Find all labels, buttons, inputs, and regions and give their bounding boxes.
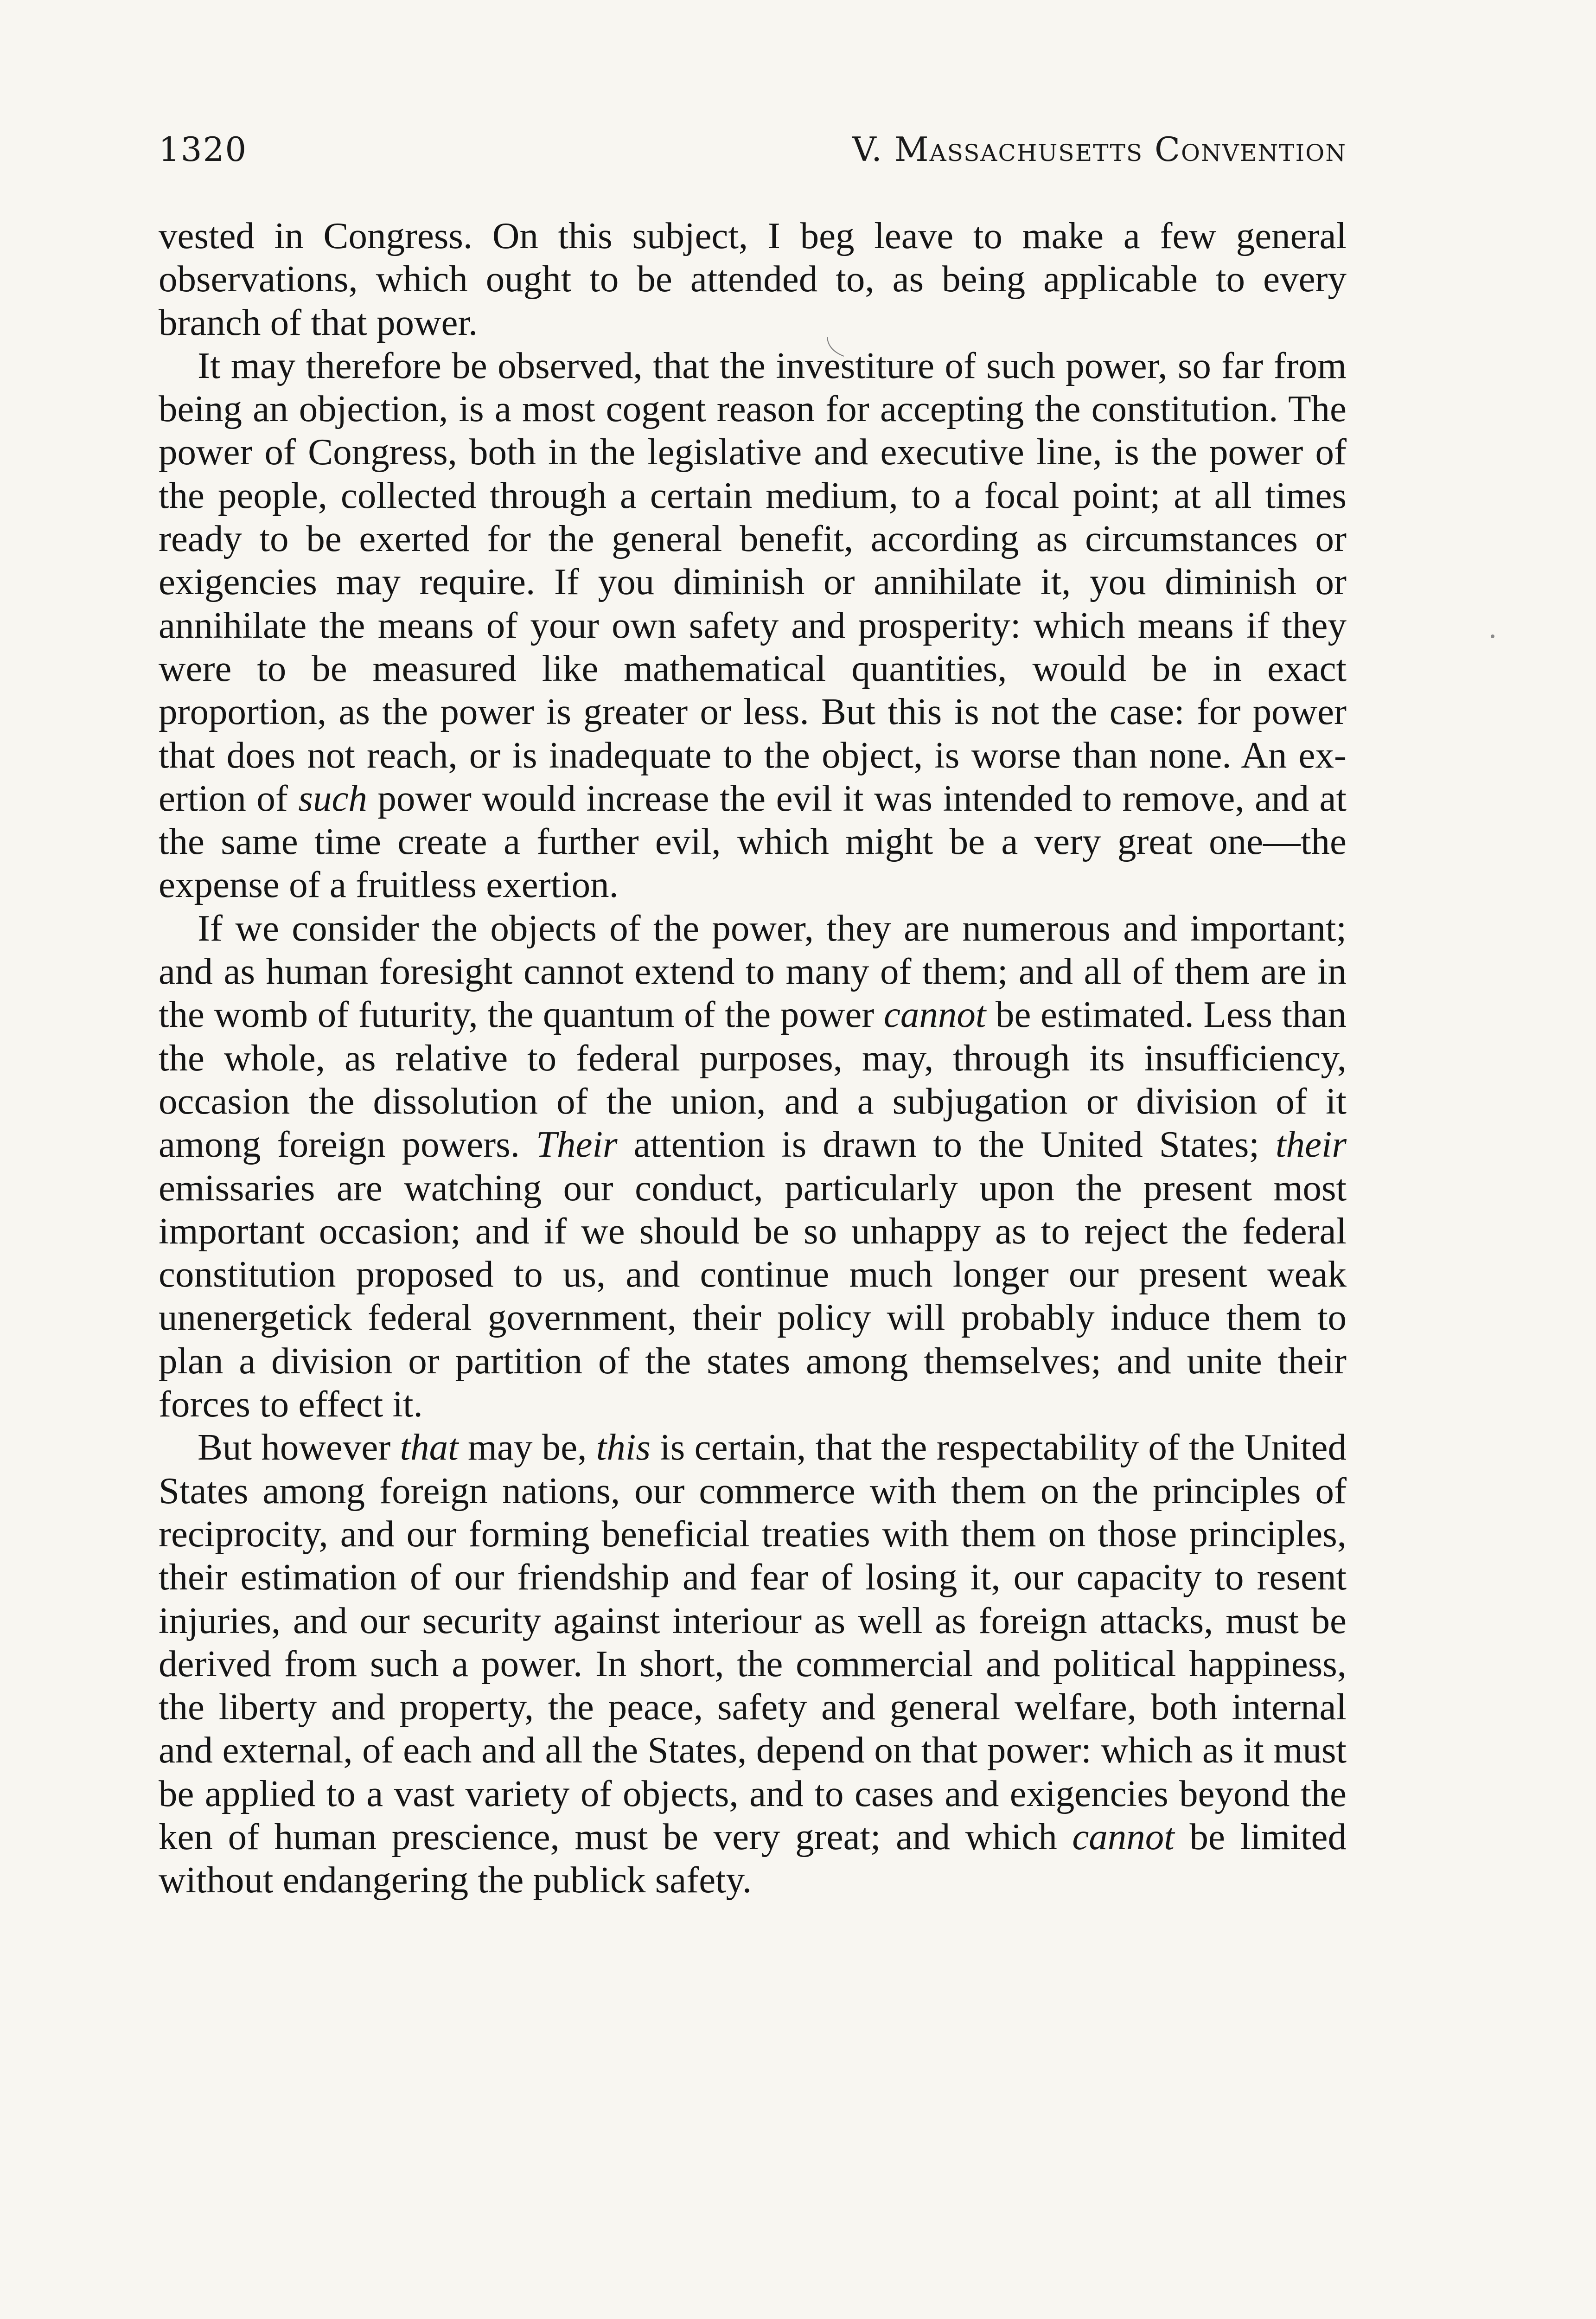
paragraph-4-text-c: is certain, that the respectability of the United States among foreign nations, our commerce with them on the principles of reciprocity, and our forming beneficial treaties with them on those principles, their estimation of our friendship and fear of losing it, our capacity to resent injuries, and our security against interiour as well as foreign attacks, must be derived from such a power. In short, the commercial and political happiness, the liberty and property, the peace, safety and general welfare, both internal and external, of each and all the States, depend on that power: which as it must be applied to a vast variety of objects, and to cases and exigencies beyond the ken of human prescience, must be very great; and which (159, 1426, 1347, 1858)
chapter-title: V. Massachusetts Convention (852, 130, 1347, 169)
paragraph-1 (159, 214, 1347, 344)
margin-dot (1491, 634, 1494, 638)
paragraph-3-emphasis-1: cannot (883, 993, 986, 1036)
paragraph-2 (159, 344, 1347, 907)
paragraph-4-text-a: But however (198, 1426, 400, 1468)
paragraph-4-text-b: may be, (458, 1426, 596, 1468)
body-text (159, 214, 1347, 1902)
paragraph-3-text-b: be estimated. Less than the whole, as relative to federal purposes, may, through its insufficiency, occasion the dissolution of the union, and a subjugation or division of it among foreign powers. (159, 993, 1347, 1166)
paragraph-2-emphasis: such (298, 777, 367, 819)
paragraph-4-emphasis-3: cannot (1072, 1815, 1175, 1858)
paragraph-4-text-d: be limited without endangering the publick safety. (159, 1815, 1347, 1901)
paragraph-4 (159, 1426, 1347, 1902)
paragraph-4-emphasis-2: this (596, 1426, 651, 1468)
paragraph-3-text-d: emissaries are watching our conduct, particularly upon the present most important occasion; and if we should be so unhappy as to reject the federal constitution proposed to us, and continue much longer our present weak unenergetick federal government, their policy will probably induce them to plan a division or partition of the states among themselves; and unite their forces to effect it. (159, 1166, 1347, 1425)
paragraph-3-text-c: attention is drawn to the United States; (617, 1123, 1276, 1166)
paragraph-3-emphasis-3: their (1276, 1123, 1347, 1166)
paragraph-3-emphasis-2: Their (536, 1123, 618, 1166)
page-number: 1320 (159, 130, 248, 169)
paragraph-3 (159, 907, 1347, 1426)
paragraph-2-text-a: It may therefore be observed, that the investiture of such power, so far from being an objection, is a most cogent reason for accepting the constitution. The power of Congress, both in the legislative and executive line, is the power of the people, collected through a certain medium, to a focal point; at all times ready to be exerted for the general benefit, according as circumstances or exigencies may require. If you diminish or annihilate it, you diminish or annihilate the means of your own safety and prosperity: which means if they were to be measured like mathematical quantities, would be in exact proportion, as the power is greater or less. But this is not the case: for power that does not reach, or is inadequate to the object, is worse than none. An exertion of (159, 344, 1347, 819)
running-head (159, 130, 1347, 176)
paragraph-3-text-a: If we consider the objects of the power, they are numerous and important; and as human foresight cannot extend to many of them; and all of them are in the womb of futurity, the quantum of the power (159, 907, 1347, 1036)
paragraph-1-text: vested in Congress. On this subject, I beg leave to make a few general observations, which ought to be attended to, as being applicable to every branch of that power. (159, 215, 1347, 343)
pencil-mark (825, 336, 846, 358)
paragraph-2-text-b: power would increase the evil it was intended to remove, and at the same time create a further evil, which might be a very great one—the expense of a fruitless exertion. (159, 777, 1347, 906)
paragraph-4-emphasis-1: that (400, 1426, 459, 1468)
